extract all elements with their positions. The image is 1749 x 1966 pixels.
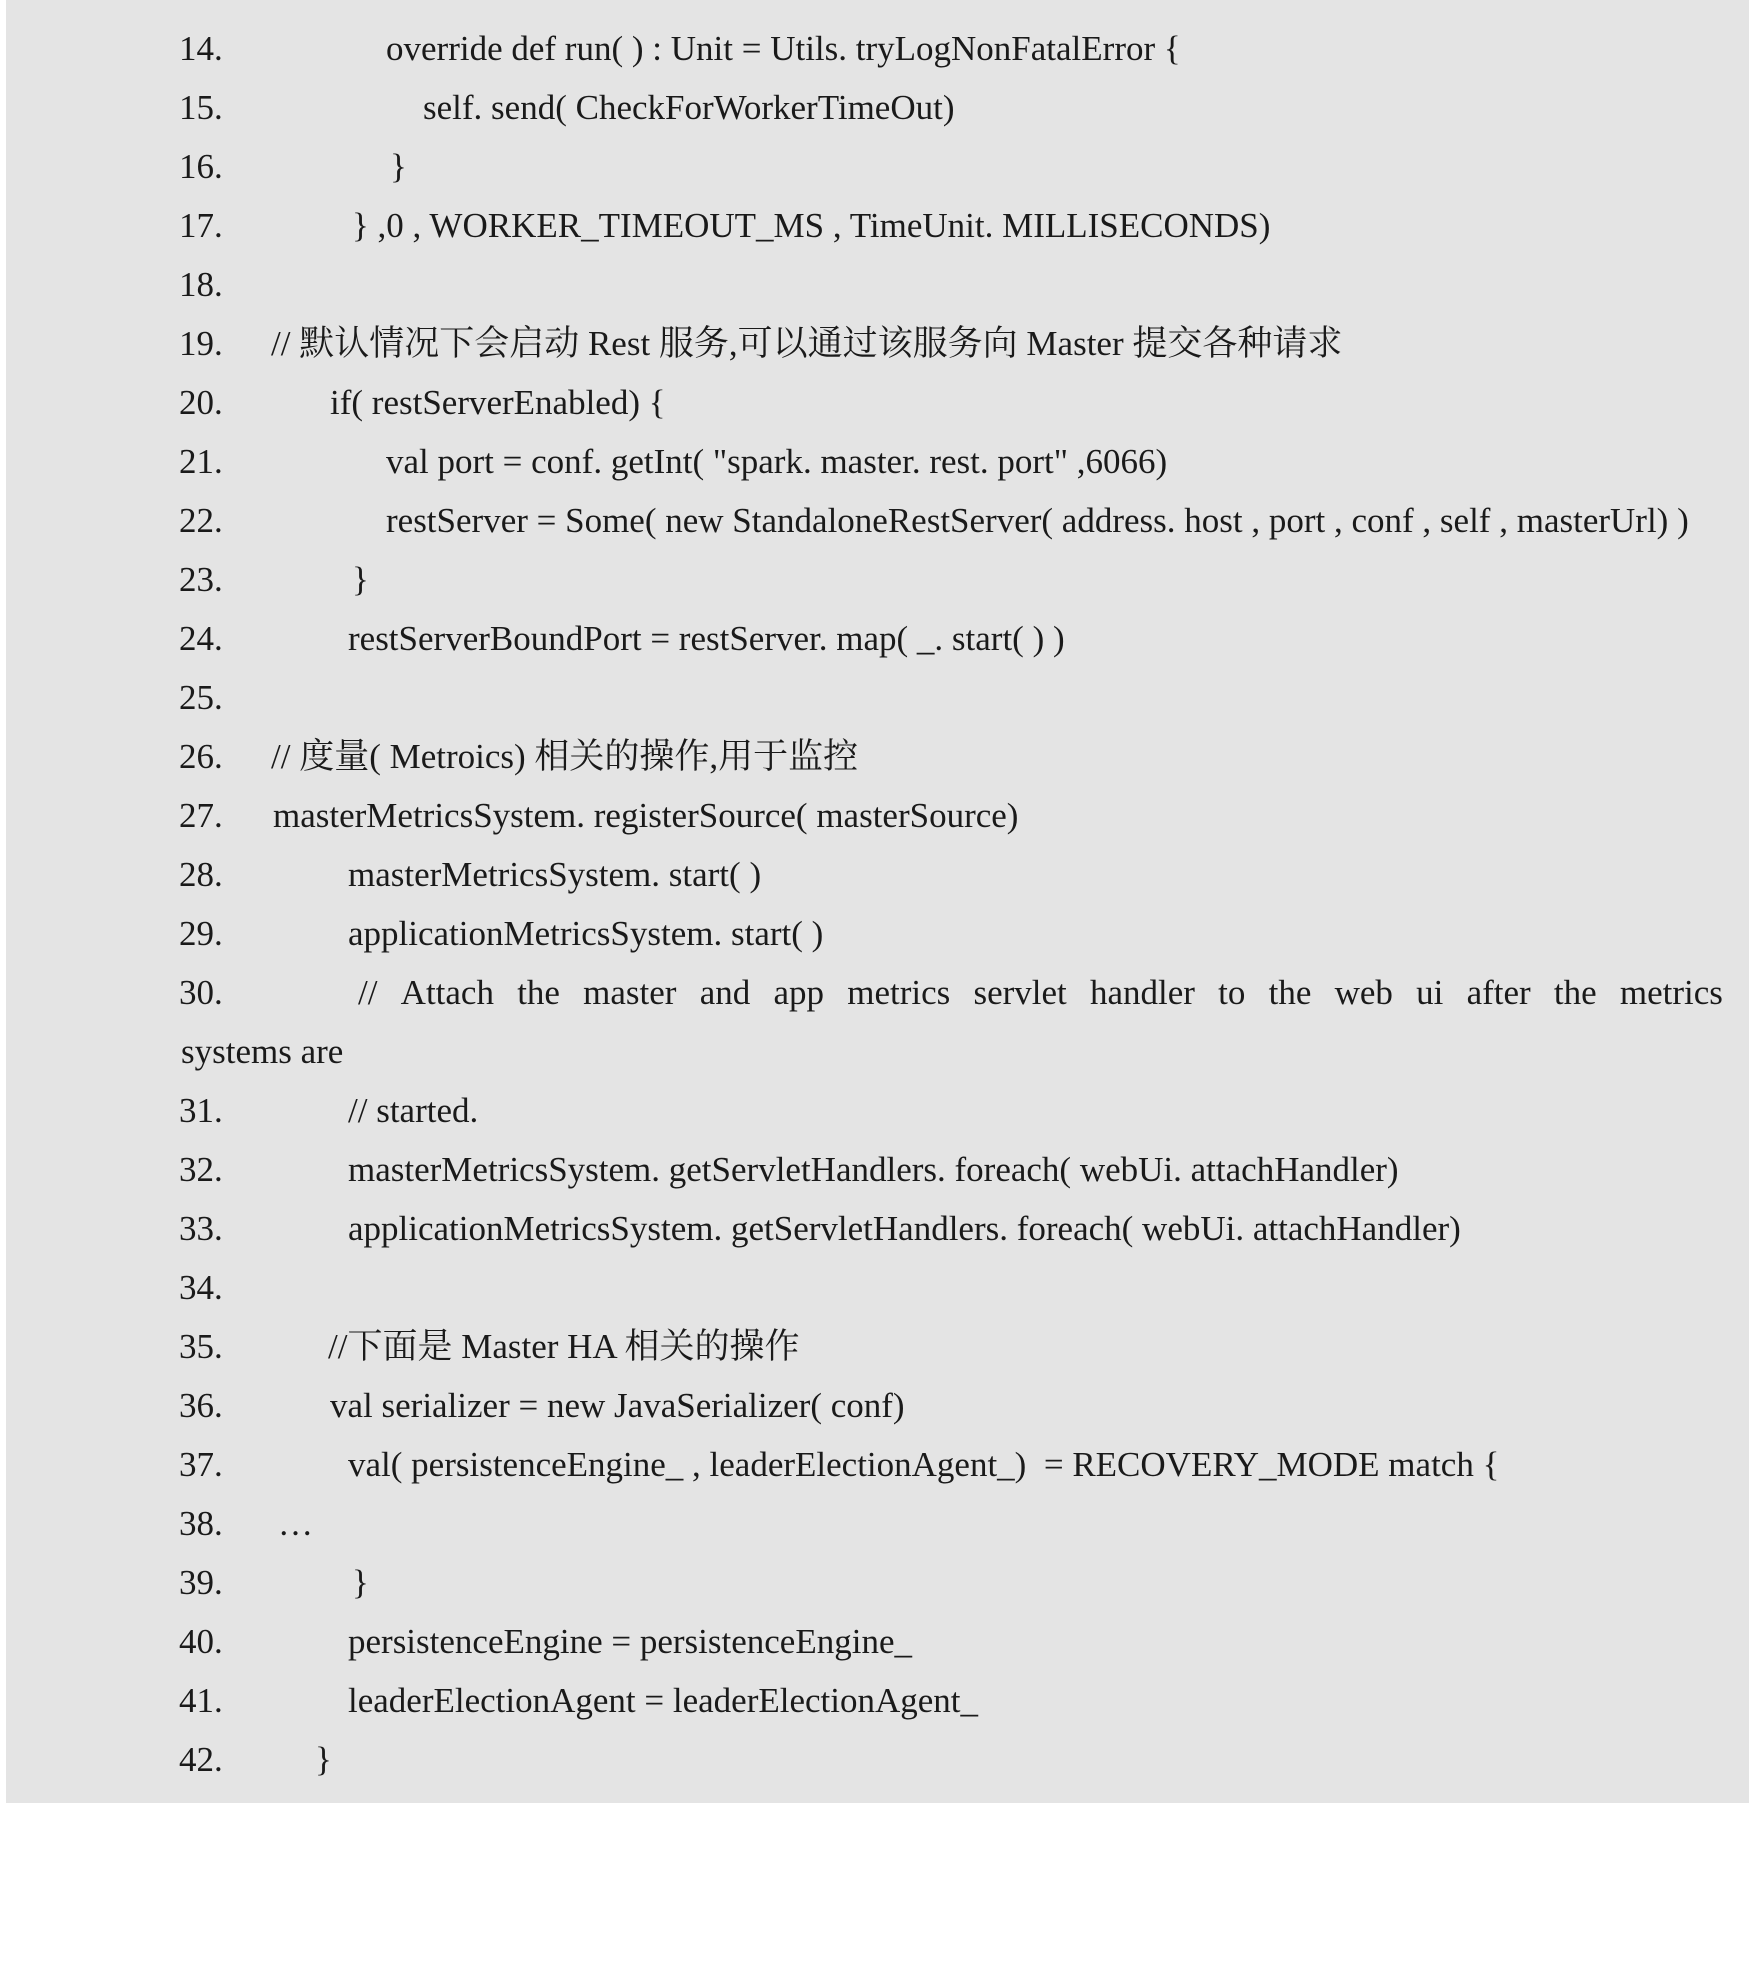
comment-word: and [699, 973, 751, 1012]
code-line [6, 137, 1749, 196]
code-line [6, 1199, 1749, 1258]
code-line [6, 1317, 1749, 1376]
comment-word: servlet [973, 973, 1067, 1012]
code-comment: // 默认情况下会启动 Rest 服务,可以通过该服务向 Master 提交各种请求 [271, 324, 1343, 363]
comment-word: after [1466, 973, 1531, 1012]
code-text: masterMetricsSystem. start( ) [348, 855, 762, 894]
code-line [6, 668, 1749, 727]
code-comment: //下面是 Master HA 相关的操作 [328, 1327, 800, 1366]
line-number: 41. [179, 1681, 223, 1720]
line-number: 33. [179, 1209, 223, 1248]
code-comment: // 度量( Metroics) 相关的操作,用于监控 [271, 737, 859, 776]
comment-word: the [517, 973, 560, 1012]
code-text: if( restServerEnabled) { [330, 383, 666, 422]
line-number: 19. [179, 324, 223, 363]
line-number: 14. [179, 29, 223, 68]
comment-word: metrics [1619, 973, 1723, 1012]
comment-word: the [1553, 973, 1597, 1012]
comment-word: // [358, 973, 378, 1012]
code-text: val serializer = new JavaSerializer( conf) [330, 1386, 905, 1425]
code-line [6, 845, 1749, 904]
code-line [6, 196, 1749, 255]
line-number: 22. [179, 501, 223, 540]
code-text: val( persistenceEngine_ , leaderElectionAgent_) = RECOVERY_MODE match { [348, 1445, 1500, 1484]
line-number: 20. [179, 383, 223, 422]
code-text: leaderElectionAgent = leaderElectionAgent_ [348, 1681, 979, 1720]
code-line [6, 1376, 1749, 1435]
code-text: masterMetricsSystem. registerSource( masterSource) [273, 796, 1019, 835]
code-comment [358, 963, 1723, 1022]
line-number: 40. [179, 1622, 223, 1661]
code-line [6, 432, 1749, 491]
line-number: 34. [179, 1268, 223, 1307]
code-text: applicationMetricsSystem. getServletHandlers. foreach( webUi. attachHandler) [348, 1209, 1461, 1248]
line-number: 15. [179, 88, 223, 127]
code-line [6, 1435, 1749, 1494]
code-text: } [352, 1563, 369, 1602]
code-line [6, 609, 1749, 668]
comment-word: web [1334, 973, 1393, 1012]
line-number: 27. [179, 796, 223, 835]
line-number: 32. [179, 1150, 223, 1189]
code-line [6, 1258, 1749, 1317]
line-number: 42. [179, 1740, 223, 1779]
code-text: applicationMetricsSystem. start( ) [348, 914, 824, 953]
line-number: 28. [179, 855, 223, 894]
code-listing [6, 0, 1749, 1803]
line-number: 26. [179, 737, 223, 776]
code-line [6, 1553, 1749, 1612]
line-number: 29. [179, 914, 223, 953]
line-number: 18. [179, 265, 223, 304]
code-text: self. send( CheckForWorkerTimeOut) [423, 88, 955, 127]
code-text: } [390, 147, 407, 186]
code-text: persistenceEngine = persistenceEngine_ [348, 1622, 912, 1661]
line-number: 35. [179, 1327, 223, 1366]
code-line [6, 963, 1749, 1022]
line-number: 17. [179, 206, 223, 245]
code-line [6, 1494, 1749, 1553]
code-line [6, 255, 1749, 314]
line-number: 38. [179, 1504, 223, 1543]
line-number: 21. [179, 442, 223, 481]
code-text: restServerBoundPort = restServer. map( _. start( ) ) [348, 619, 1065, 658]
code-line [6, 1671, 1749, 1730]
comment-word: metrics [847, 973, 951, 1012]
comment-word: app [773, 973, 824, 1012]
code-text: } [352, 560, 369, 599]
line-number: 39. [179, 1563, 223, 1602]
code-line [6, 727, 1749, 786]
line-number: 30. [179, 973, 223, 1012]
code-text: val port = conf. getInt( "spark. master. rest. port" ,6066) [386, 442, 1168, 481]
code-line [6, 1081, 1749, 1140]
code-line-continuation: systems are [181, 1032, 344, 1071]
comment-word: to [1218, 973, 1246, 1012]
code-line [6, 314, 1749, 373]
code-line [6, 904, 1749, 963]
code-line [6, 1140, 1749, 1199]
code-line [6, 78, 1749, 137]
line-number: 31. [179, 1091, 223, 1130]
code-text: } [315, 1740, 332, 1779]
code-text: masterMetricsSystem. getServletHandlers. foreach( webUi. attachHandler) [348, 1150, 1399, 1189]
code-line [6, 786, 1749, 845]
code-text: restServer = Some( new StandaloneRestServer( address. host , port , conf , self , masterUrl) ) [386, 501, 1689, 540]
line-number: 36. [179, 1386, 223, 1425]
comment-word: Attach [400, 973, 494, 1012]
line-number: 24. [179, 619, 223, 658]
comment-word: master [583, 973, 677, 1012]
line-number: 16. [179, 147, 223, 186]
comment-word: ui [1416, 973, 1444, 1012]
code-text: override def run( ) : Unit = Utils. tryLogNonFatalError { [386, 29, 1181, 68]
line-number: 23. [179, 560, 223, 599]
line-number: 37. [179, 1445, 223, 1484]
code-comment: // started. [348, 1091, 479, 1130]
code-line [6, 373, 1749, 432]
code-ellipsis: … [278, 1504, 313, 1543]
comment-word: the [1268, 973, 1312, 1012]
code-line [6, 1612, 1749, 1671]
comment-word: handler [1089, 973, 1195, 1012]
code-line [6, 550, 1749, 609]
line-number: 25. [179, 678, 223, 717]
code-line [6, 491, 1749, 550]
code-text: } ,0 , WORKER_TIMEOUT_MS , TimeUnit. MILLISECONDS) [352, 206, 1271, 245]
code-line [6, 19, 1749, 78]
code-line [6, 1730, 1749, 1789]
